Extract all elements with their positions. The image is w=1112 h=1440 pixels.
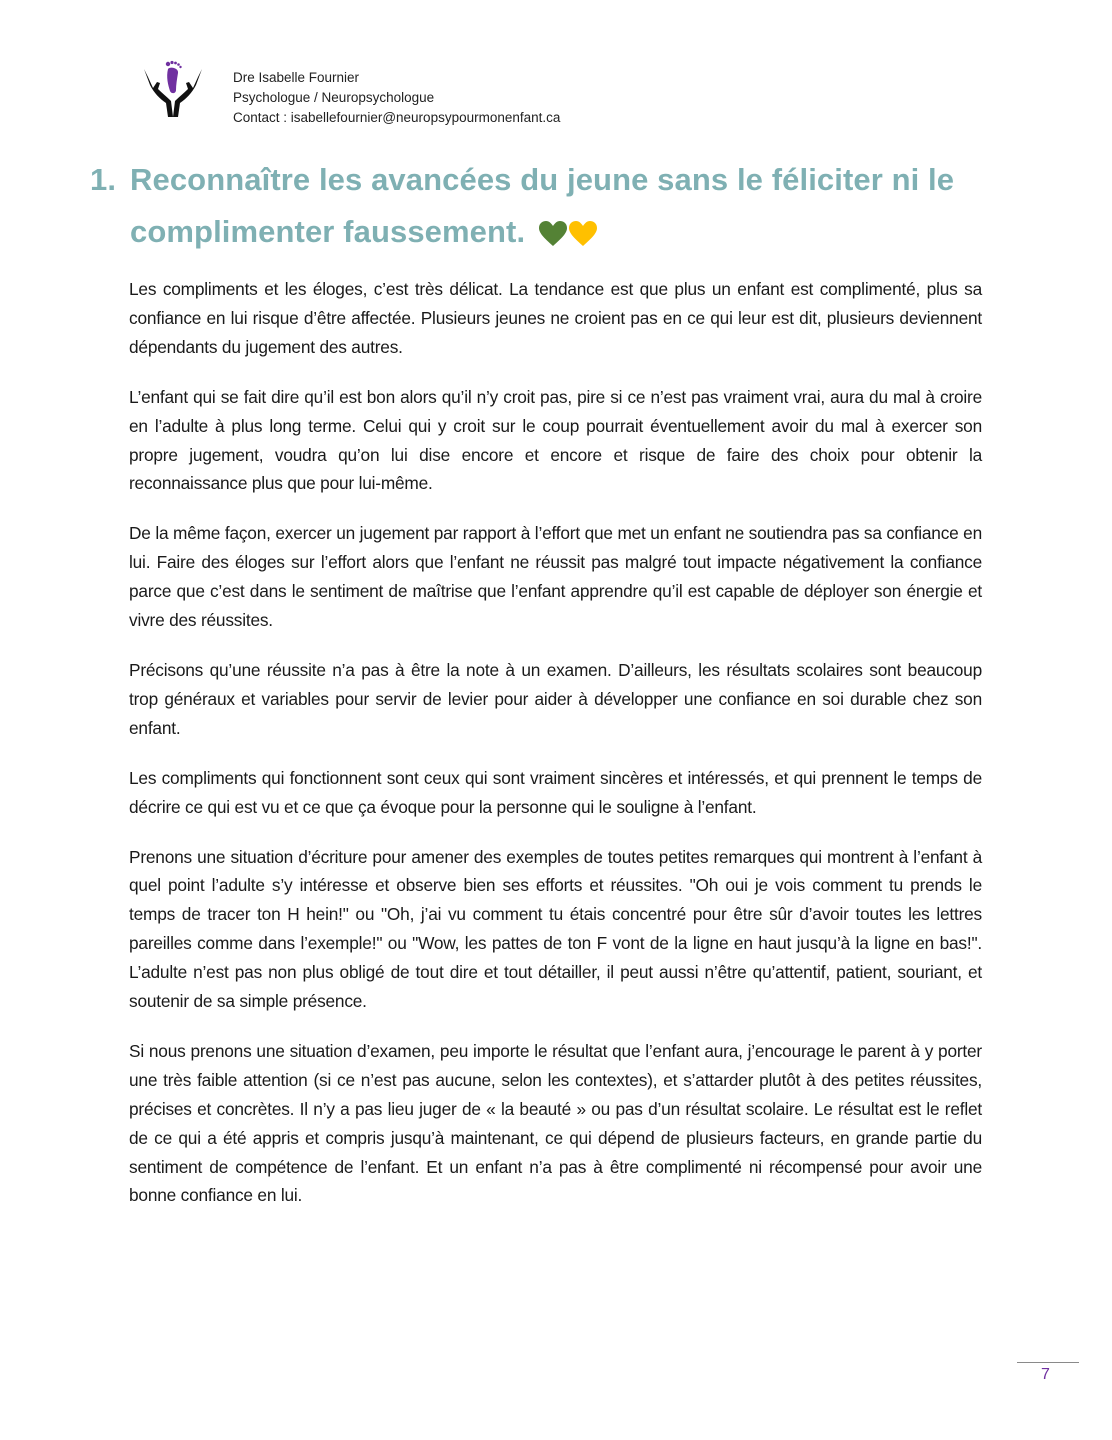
page-number: 7 (1041, 1366, 1050, 1383)
author-contact: Contact : isabellefournier@neuropsypourmonenfant.ca (233, 110, 561, 125)
paragraph: L’enfant qui se fait dire qu’il est bon alors qu’il n’y croit pas, pire si ce n’est pas vraiment vrai, aura du mal à croire en l’adulte à plus long terme. Celui qui y croit sur le coup pourrait éventuellement avoir du mal à exercer son propre jugement, voudra qu’on lui dise encore et encore et risque de faire des choix pour obtenir la reconnaissance plus que pour lui-même. (129, 386, 982, 494)
green-heart-icon (538, 220, 568, 247)
author-block (233, 68, 733, 128)
body-text (129, 275, 982, 1231)
heading-line-2 (90, 206, 990, 258)
section-heading (90, 154, 990, 258)
author-name: Dre Isabelle Fournier (233, 70, 360, 85)
paragraph: Les compliments et les éloges, c’est très délicat. La tendance est que plus un enfant est complimenté, plus sa confiance en lui risque d’être affectée. Plusieurs jeunes ne croient pas en ce qui leur est dit, plusieurs deviennent dépendants du jugement des autres. (129, 279, 982, 357)
section-number: 1. (90, 162, 117, 197)
paragraph: Prenons une situation d’écriture pour amener des exemples de toutes petites remarques qui montrent à l’enfant à quel point l’adulte s’y intéresse et observe bien ses efforts et réussites. "Oh oui je vois comment tu prends le temps de tracer ton H hein!" ou "Oh, j’ai vu comment tu étais concentré pour être sûr d’avoir toutes les lettres pareilles comme dans l’exemple!" ou "Wow, les pattes de ton F vont de la ligne en haut jusqu’à la ligne en bas!". L’adulte n’est pas non plus obligé de tout dire et tout détailler, il peut aussi n’être qu’attentif, patient, souriant, et soutenir de sa simple présence. (129, 846, 982, 1012)
paragraph: De la même façon, exercer un jugement par rapport à l’effort que met un enfant ne soutiendra pas sa confiance en lui. Faire des éloges sur l’effort alors que l’enfant ne réussit pas malgré tout impacte négativement la confiance parce que c’est dans le sentiment de maîtrise que l’enfant apprendre qu’il est capable de déployer son énergie et vivre des réussites. (129, 523, 982, 631)
author-role: Psychologue / Neuropsychologue (233, 90, 435, 105)
paragraph: Si nous prenons une situation d’examen, peu importe le résultat que l’enfant aura, j’encourage le parent à y porter une très faible attention (si ce n’est pas aucune, selon les contextes), et s’attarder plutôt à des petites réussites, précises et concrètes. Il n’y a pas lieu juger de « la beauté » ou pas d’un résultat scolaire. Le résultat est le reflet de ce qui a été appris et compris jusqu’à maintenant, ce qui dépend de plusieurs facteurs, en grande partie du sentiment de compétence de l’enfant. Et un enfant n’a pas à être complimenté ni récompensé pour avoir une bonne confiance en lui. (129, 1040, 982, 1206)
heading-line-1 (90, 154, 990, 206)
footer-divider (1017, 1362, 1079, 1363)
hands-holding-foot-icon (140, 55, 206, 119)
heading-text-2: complimenter faussement. (130, 214, 526, 249)
yellow-heart-icon (568, 220, 598, 247)
paragraph: Les compliments qui fonctionnent sont ceux qui sont vraiment sincères et intéressés, et qui prennent le temps de décrire ce qui est vu et ce que ça évoque pour la personne qui le souligne à l’enfant. (129, 767, 982, 817)
paragraph: Précisons qu’une réussite n’a pas à être la note à un examen. D’ailleurs, les résultats scolaires sont beaucoup trop généraux et variables pour servir de levier pour aider à développer une confiance en soi durable chez son enfant. (129, 659, 982, 738)
heading-text-1: Reconnaître les avancées du jeune sans le féliciter ni le (130, 162, 955, 197)
